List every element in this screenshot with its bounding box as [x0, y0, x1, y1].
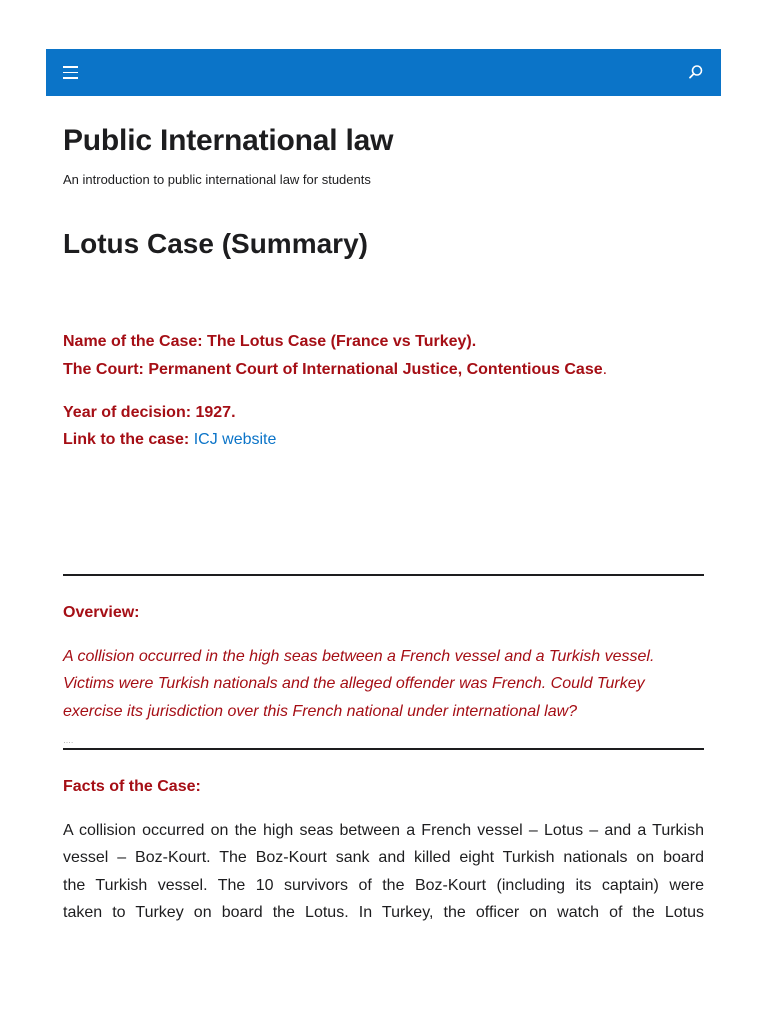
hamburger-menu-icon[interactable] [62, 63, 80, 81]
top-nav-bar [46, 49, 721, 96]
overview-text [63, 643, 713, 725]
site-tagline: An introduction to public international law for students [63, 172, 371, 187]
empty-paragraph-placeholder: …. [63, 736, 74, 745]
facts-line: taken to Turkey on board the Lotus. In Turkey, the officer on watch of the Lotus [63, 903, 704, 921]
year-of-decision-line: Year of decision: 1927. [63, 404, 236, 421]
case-name-line: Name of the Case: The Lotus Case (France vs Turkey). [63, 333, 477, 350]
post-title: Lotus Case (Summary) [63, 228, 368, 259]
site-title[interactable]: Public International law [63, 124, 394, 157]
section-divider [63, 574, 704, 576]
facts-line: vessel – Boz-Kourt. The Boz-Kourt sank and killed eight Turkish nationals on board [63, 849, 704, 867]
case-link-line [63, 431, 276, 449]
court-line [63, 361, 607, 379]
overview-line: Victims were Turkish nationals and the alleged offender was French. Could Turkey [63, 675, 645, 693]
court-line-period: . [602, 361, 608, 378]
court-line-text: The Court: Permanent Court of International Justice, Contentious Case [63, 361, 603, 378]
overview-line: A collision occurred in the high seas between a French vessel and a Turkish vessel. [63, 648, 655, 665]
section-divider [63, 748, 704, 750]
icj-website-link[interactable]: ICJ website [193, 431, 277, 448]
facts-line: the Turkish vessel. The 10 survivors of the Boz-Kourt (including its captain) were [63, 876, 704, 894]
overview-heading: Overview: [63, 604, 140, 621]
case-link-label: Link to the case: [63, 431, 194, 448]
facts-heading: Facts of the Case: [63, 778, 201, 795]
facts-paragraph [63, 817, 704, 926]
facts-line: A collision occurred on the high seas between a French vessel – Lotus – and a Turkish [63, 822, 704, 839]
search-icon[interactable] [687, 63, 705, 81]
overview-line: exercise its jurisdiction over this French national under international law? [63, 702, 578, 720]
